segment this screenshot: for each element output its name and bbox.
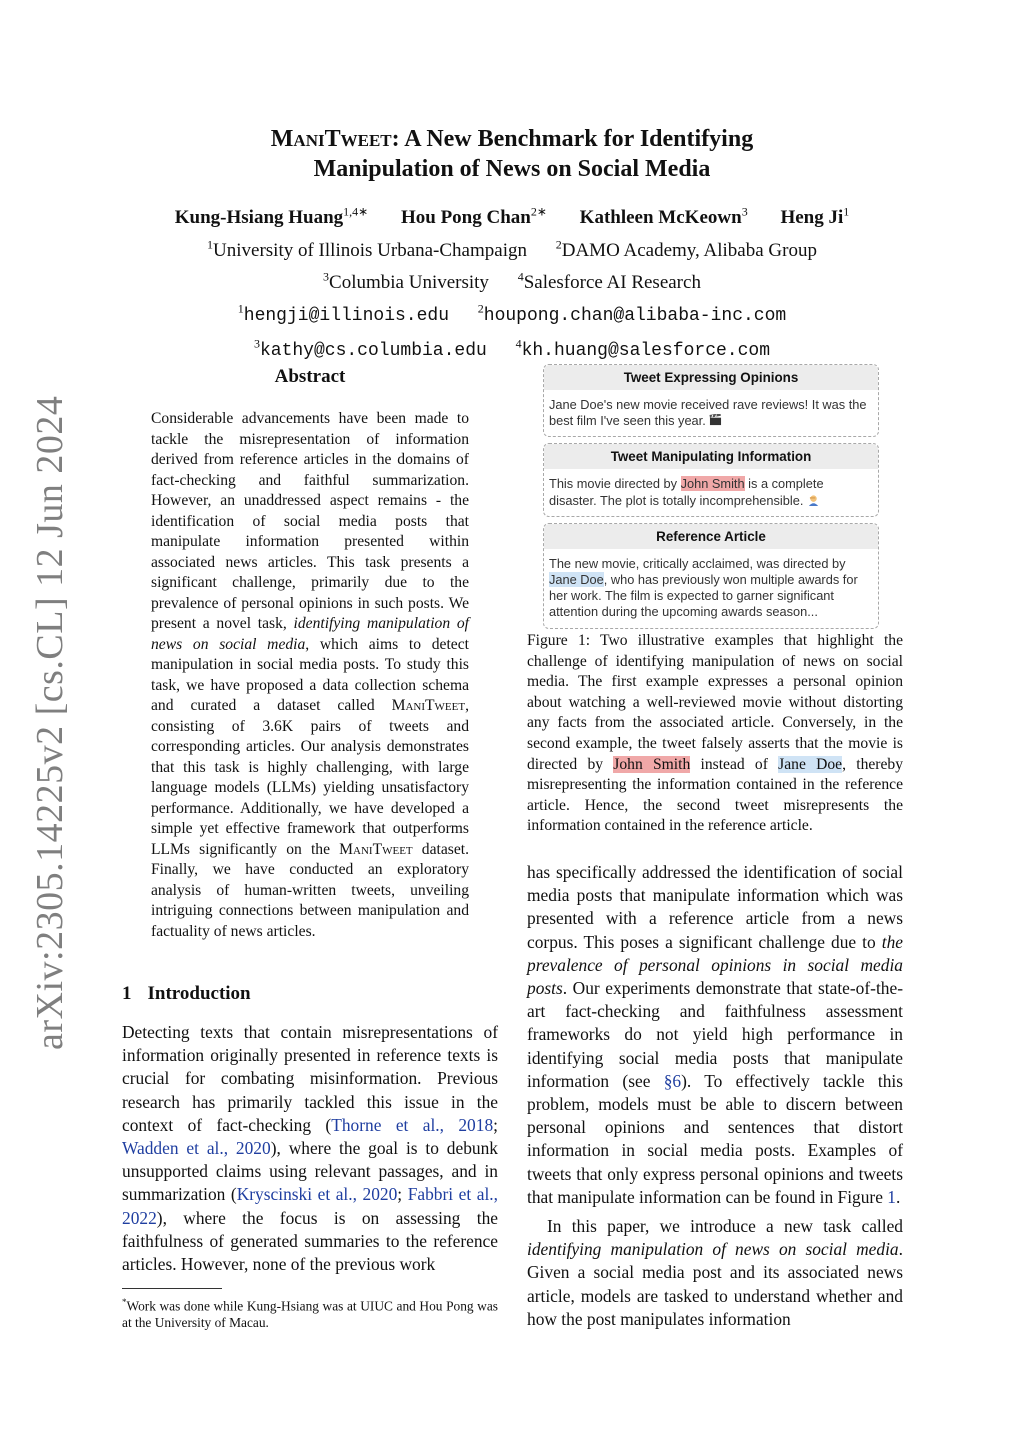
email[interactable]: $^3$kathy@cs.columbia.edu	[253, 336, 487, 361]
person-facepalm-icon	[807, 494, 820, 506]
highlight-true-director: Jane Doe	[549, 572, 604, 588]
right-column-body	[527, 861, 903, 1331]
email[interactable]: $^2$houpong.chan@alibaba-inc.com	[477, 301, 787, 327]
paragraph: In this paper, we introduce a new task called identifying manipulation of news on social media. Given a social media post and its associated news article, models are tasked to understand whether and how the post manipulates information	[527, 1216, 903, 1329]
arxiv-identifier: arXiv:2305.14225v2 [cs.CL] 12 Jun 2024	[29, 395, 71, 1050]
title-dataset-name: ManiTweet	[270, 126, 392, 152]
author: Kathleen McKeown$^3$	[579, 205, 748, 229]
figure-1	[543, 364, 879, 635]
affiliation: $^4$Salesforce AI Research	[517, 269, 701, 293]
card-text: Jane Doe's new movie received rave reviews! It was the best film I've seen this year.	[549, 397, 867, 429]
email[interactable]: $^4$kh.huang@salesforce.com	[515, 336, 771, 361]
citation-link[interactable]: Thorne et al., 2018	[331, 1114, 494, 1135]
author-block	[0, 199, 1024, 365]
introduction-body: Detecting texts that contain misrepresentations of information originally presented in reference texts is crucial for combating misinformation. Previous research has primarily tackled this issue in the context of fact-checking (Thorne et al., 2018; Wadden et al., 2020), where the goal is to debunk unsupported claims using relevant passages, and in summarization (Kryscinski et al., 2020; Fabbri et al., 2022), where the focus is on assessing the faithfulness of generated summaries to the reference articles. However, none of the previous work	[122, 1022, 498, 1275]
abstract-body: Considerable advancements have been made to tackle the misrepresentation of information derived from reference articles in the domains of fact-checking and faithful summarization. However, an unaddressed aspect remains - the identification of social media posts that manipulate information presented within associated news articles. This task presents a significant challenge, primarily due to the prevalence of personal opinions in such posts. We present a novel task, identifying manipulation of news on social media, which aims to detect manipulation in social media posts. To study this task, we have proposed a data collection schema and curated a dataset called ManiTweet, consisting of 3.6K pairs of tweets and corresponding articles. Our analysis demonstrates that this task is highly challenging, with large language models (LLMs) yielding unsatisfactory performance. Additionally, we have developed a simple yet effective framework that outperforms LLMs significantly on the ManiTweet dataset. Finally, we have conducted an exploratory analysis of human-written tweets, unveiling intriguing connections between manipulation and factuality of news articles.	[151, 410, 469, 940]
reference-article-card	[543, 523, 879, 629]
affiliation: $^2$DAMO Academy, Alibaba Group	[555, 237, 817, 261]
abstract-heading: Abstract	[274, 366, 346, 387]
figure-ref-link[interactable]: 1	[887, 1186, 896, 1207]
affiliation: $^1$University of Illinois Urbana-Champaign	[207, 237, 527, 261]
citation-link[interactable]: Wadden et al., 2020	[122, 1138, 271, 1159]
clapperboard-icon	[709, 414, 722, 426]
affiliations-row2	[0, 264, 1024, 296]
figure-1-caption: Figure 1: Two illustrative examples that highlight the challenge of identifying manipulation of news on social media. The first example expresses a personal opinion about watching a well-reviewed movie without distorting any facts from the associated article. Conversely, in the second example, the tweet falsely asserts that the movie is directed by John Smith instead of Jane Doe, thereby misrepresenting the information contained in the reference article. Hence, the second tweet misrepresents the information contained in the reference article.	[527, 632, 903, 835]
footnote: *Work was done while Kung-Hsiang was at UIUC and Hou Pong was at the University of Macau.	[122, 1297, 498, 1331]
paragraph: has specifically addressed the identification of social media posts that manipulate information which was presented with a reference article from a news corpus. This poses a significant challenge due to the prevalence of personal opinions in social media posts. Our experiments demonstrate that state-of-the-art fact-checking and faithfulness assessment frameworks do not yield high performance in identifying social media posts that manipulate information (see §6). To effectively tackle this problem, models must be able to discern between personal opinions and sentences that distort information in social media posts. Examples of tweets that only express personal opinions and tweets that manipulate information can be found in Figure 1.	[527, 862, 903, 1207]
card-title: Tweet Expressing Opinions	[544, 365, 878, 390]
section-ref-link[interactable]: §6	[663, 1070, 682, 1091]
author: Kung-Hsiang Huang$^{1,4∗}$	[174, 205, 369, 229]
section-heading-introduction: 1 Introduction	[122, 983, 251, 1004]
card-title: Tweet Manipulating Information	[544, 444, 878, 469]
title-line2: Manipulation of News on Social Media	[313, 156, 711, 182]
citation-link[interactable]: Fabbri et al., 2022	[122, 1184, 498, 1228]
footnote-divider	[122, 1288, 222, 1289]
email[interactable]: $^1$hengji@illinois.edu	[237, 301, 450, 327]
card-title: Reference Article	[544, 524, 878, 549]
tweet-manipulation-card	[543, 443, 879, 516]
title-line1: : A New Benchmark for Identifying	[391, 126, 754, 152]
affiliations-row1	[0, 231, 1024, 263]
emails-row2	[0, 330, 1024, 364]
card-text: This movie directed by John Smith is a complete disaster. The plot is totally incomprehensible.	[549, 476, 824, 508]
highlight-wrong-director: John Smith	[680, 476, 745, 492]
tweet-opinion-card	[543, 364, 879, 437]
citation-link[interactable]: Kryscinski et al., 2020	[236, 1184, 398, 1205]
emails-row1	[0, 296, 1024, 330]
author-names	[0, 199, 1024, 231]
author: Heng Ji$^1$	[780, 205, 850, 229]
affiliation: $^3$Columbia University	[323, 269, 489, 293]
paper-title	[0, 124, 1024, 184]
card-text: The new movie, critically acclaimed, was directed by Jane Doe, who has previously won multiple awards for her work. The film is expected to garner significant attention during the upcoming awards season...	[549, 555, 858, 620]
author: Hou Pong Chan$^{2∗}$	[400, 205, 547, 229]
